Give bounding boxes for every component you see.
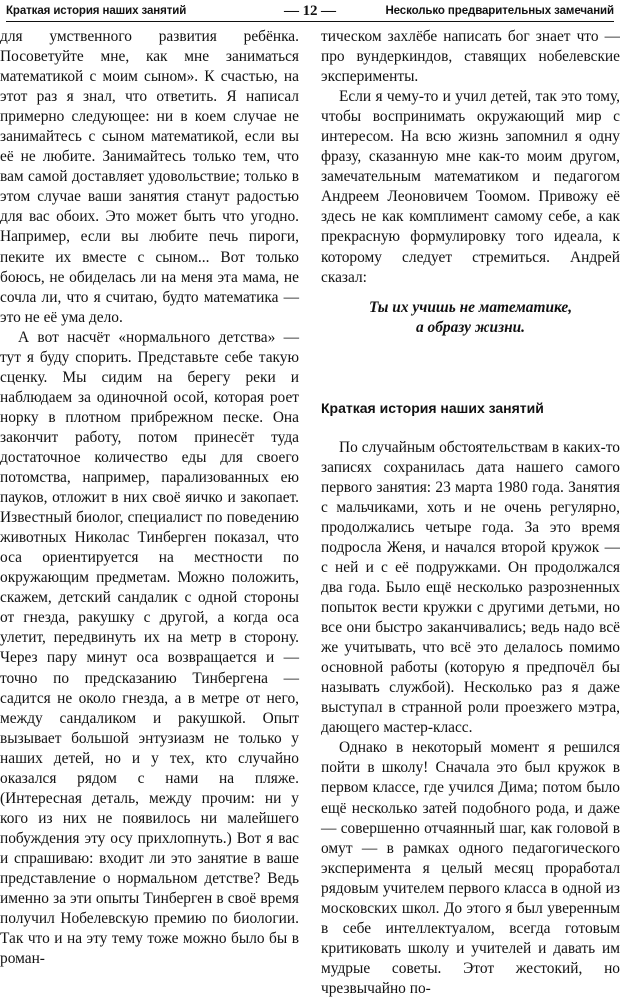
paragraph: для умственного развития ребёнка. Посоветуйте мне, как мне заниматься математикой с моим сыном». К счастью, на этот раз я знал, что ответить. Я написал примерно следующее: ни в коем случае не занимайтесь с сыном математикой, если вы её не любите. Занимайтесь только тем, что вам самой доставляет удовольствие; только в этом случае ваши занятия станут радостью для вас обоих. Это может быть что угодно. Например, если вы любите печь пироги, пеките их вместе с сыном... Вот только боюсь, не обиделась ли на меня эта мама, не сочла ли, что я считаю, будто математика — это не её ума дело. (0, 28, 299, 326)
quote-line: а образу жизни. (415, 318, 526, 336)
paragraph: По случайным обстоятельствам в каких-то записях сохранилась дата нашего самого первого занятия: 23 марта 1980 года. Занятия с мальчиками, хоть и не очень регулярно, продолжались четыре года. За это время подросла Женя, и начался второй кружок — с ней и с её подружками. Он продолжался два года. Было ещё несколько разрозненных попыток вести кружки с другими детьми, но все они быстро заканчивались; ведь надо всё же учитывать, что всё это делалось помимо основной работы (которую я предпочёл бы называть службой). Несколько раз я даже выступал в странной роли проезжего мэтра, дающего мастер-класс. (321, 438, 620, 737)
left-column (0, 27, 299, 968)
paragraph: А вот насчёт «нормального детства» — тут я буду спорить. Представьте себе такую сценку. Мы сидим на берегу реки и наблюдаем за одиночной осой, которая роет норку в плотном прибрежном песке. Она закончит работу, потом принесёт туда достаточное количество еды для своего потомства, например, парализованных ею пауков, отложит в них своё яичко и закопает. Известный биолог, специалист по поведению животных Николас Тинберген показал, что оса ориентируется на местности по окружающим предметам. Можно положить, скажем, детский сандалик с одной стороны от гнезда, ракушку с другой, а когда оса улетит, передвинуть их на метр в сторону. Через пару минут оса возвращается и — точно по предсказанию Тинбергена — садится не около гнезда, а в метре от него, между сандаликом и ракушкой. Опыт вызывает большой энтузиазм не только у наших детей, но и у тех, кто случайно оказался рядом с нами на пляже. (Интересная деталь, между прочим: ни у кого из них не появилось ни малейшего побуждения эту осу прихлопнуть.) Вот я вас и спрашиваю: входит ли это занятие в ваше представление о нормальном детстве? Ведь именно за эти опыты Тинберген в своё время получил Нобелевскую премию по биологии. Так что и на эту тему тоже можно было бы в роман- (0, 328, 299, 968)
epigraph-quote (321, 298, 620, 338)
paragraph: Однако в некоторый момент я решился пойти в школу! Сначала это был кружок в первом классе, где учился Дима; потом было ещё несколько затей подобного рода, и даже — совершенно отчаянный шаг, как головой в омут — в рамках одного педагогического эксперимента я целый месяц проработал рядовым учителем первого класса в одной из московских школ. До этого я был уверенным в себе интеллектуалом, всегда готовым критиковать школу и учителей и давать им мудрые советы. Этот жестокий, но чрезвычайно по- (321, 739, 620, 997)
header-right-title: Несколько предварительных замечаний (385, 5, 614, 17)
right-column (321, 27, 620, 997)
paragraph: Если я чему-то и учил детей, так это тому, чтобы воспринимать окружающий мир с интересом. На всю жизнь запомнил я одну фразу, сказанную мне как-то моим другом, замечательным математиком и педагогом Андреем Леоновичем Тоомом. Привожу её здесь не как комплимент самому себе, а как прекрасную формулировку того идеала, к которому следует стремиться. Андрей сказал: (321, 88, 620, 286)
section-title: Краткая история наших занятий (321, 399, 544, 416)
text-columns (0, 27, 620, 997)
header-rule (6, 21, 614, 22)
paragraph: тическом захлёбе написать бог знает что — про вундеркиндов, ставящих нобелевские эксперименты. (321, 28, 620, 86)
page-number: — 12 — (284, 2, 336, 19)
header-left-title: Краткая история наших занятий (6, 5, 187, 17)
running-header (6, 0, 614, 22)
quote-line: Ты их учишь не математике, (368, 298, 573, 316)
